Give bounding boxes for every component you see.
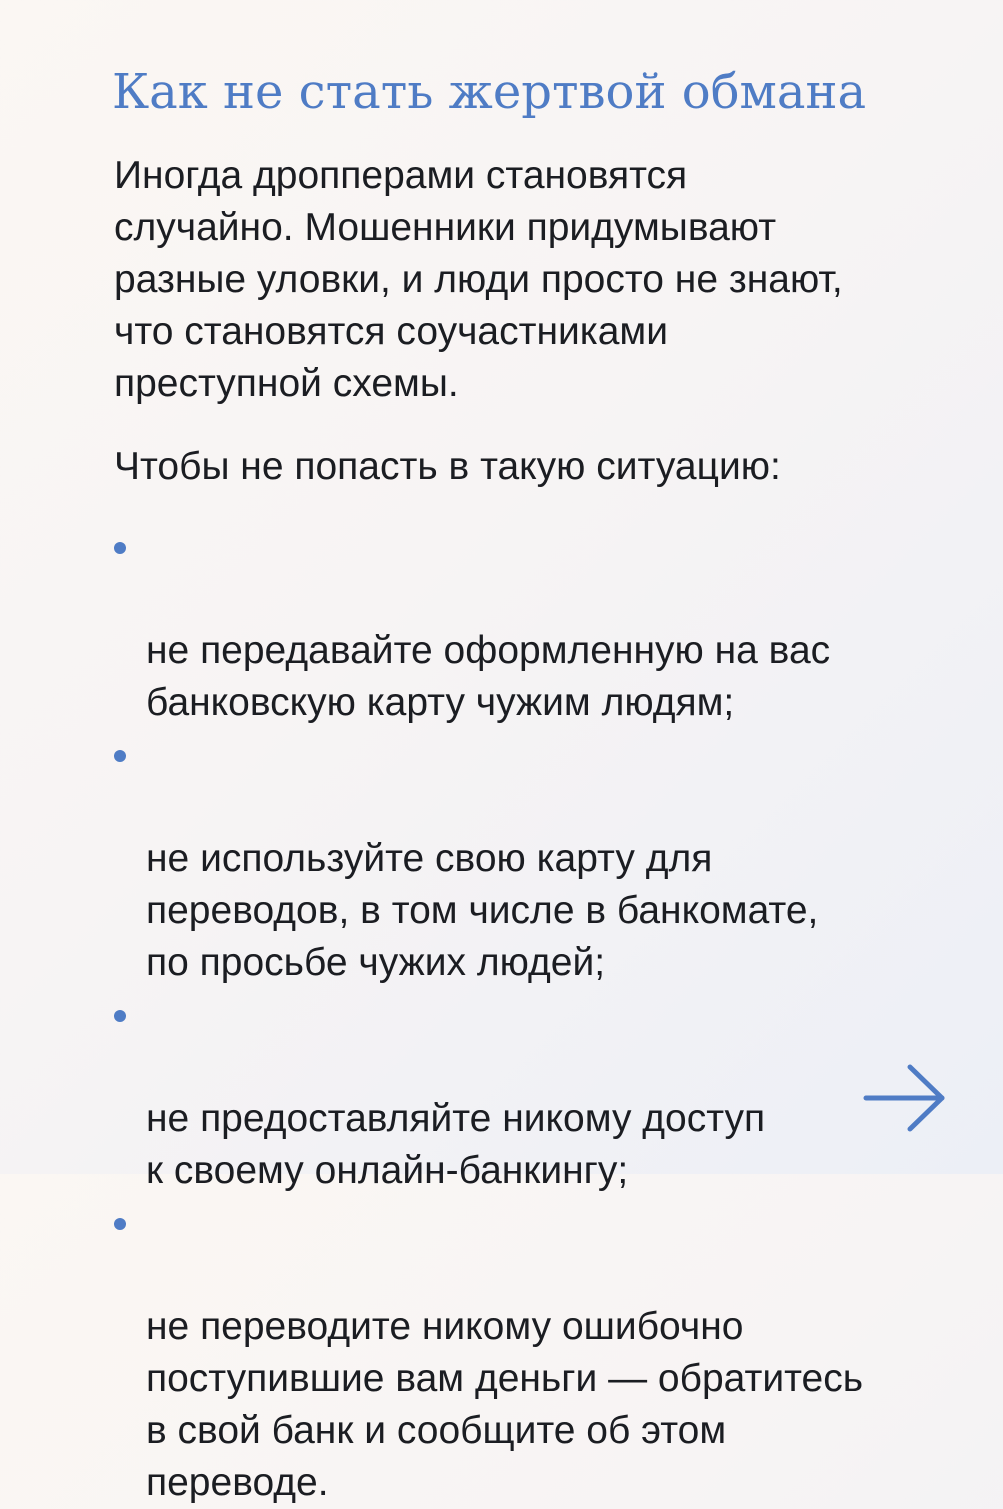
page-title: Как не стать жертвой обмана	[112, 64, 867, 120]
list-item	[114, 729, 964, 989]
bullet-dot-icon	[114, 1218, 126, 1230]
arrow-right-icon[interactable]	[862, 1062, 948, 1134]
list-item-text: не переводите никому ошибочно поступившие вам деньги — обратитесь в свой банк и сообщите об этом переводе.	[146, 1305, 864, 1504]
bullet-dot-icon	[114, 542, 126, 554]
list-item-text: не передавайте оформленную на вас банковскую карту чужим людям;	[146, 629, 831, 724]
bullet-dot-icon	[114, 750, 126, 762]
list-item	[114, 1197, 964, 1509]
list-item-text: не используйте свою карту для переводов, в том числе в банкомате, по просьбе чужих людей;	[146, 837, 819, 984]
list-item	[114, 989, 964, 1197]
list-item	[114, 521, 964, 729]
bullet-dot-icon	[114, 1010, 126, 1022]
list-item-text: не предоставляйте никому доступ к своему онлайн-банкингу;	[146, 1097, 766, 1192]
advice-list	[114, 521, 964, 1509]
lead-paragraph: Чтобы не попасть в такую ситуацию:	[114, 445, 781, 488]
intro-paragraph: Иногда дропперами становятся случайно. Мошенники придумывают разные уловки, и люди просто не знают, что становятся соучастниками преступной схемы.	[114, 154, 843, 405]
